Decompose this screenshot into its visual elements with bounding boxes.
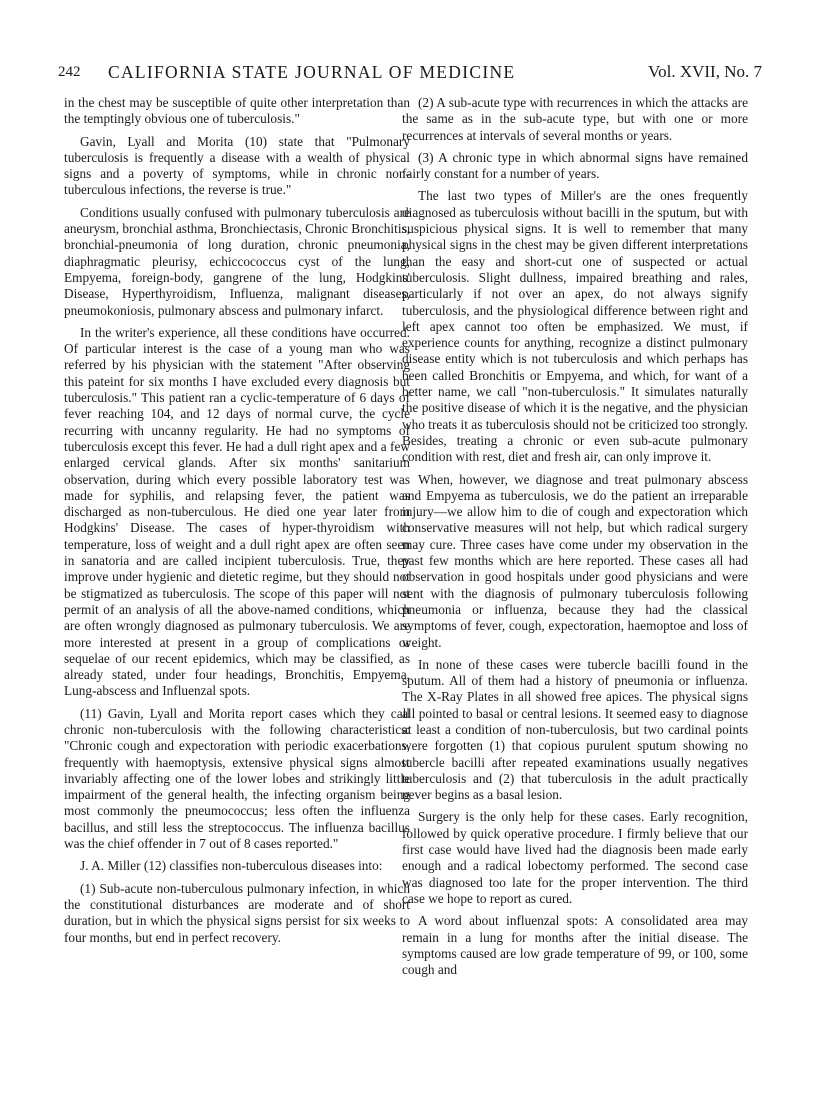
paragraph: Surgery is the only help for these cases. Early recognition, followed by quick operative procedure. I firmly believe that our first case would have lived had the diagnosis been made early enough and a radical lobectomy performed. The second case was diagnosed too late for the proper intervention. The third case we hope to report as cured.: [402, 809, 748, 906]
paragraph: Gavin, Lyall and Morita (10) state that "Pulmonary tuberculosis is frequently a disease with a wealth of physical signs and a poverty of symptoms, while in chronic non-tuberculous infections, the reverse is true.": [64, 133, 410, 198]
paragraph: (1) Sub-acute non-tuberculous pulmonary infection, in which the constitutional disturbances are moderate and of short duration, but in which the physical signs persist for six weeks to four months, but end in perfect recovery.: [64, 880, 410, 945]
volume-issue: Vol. XVII, No. 7: [648, 62, 762, 81]
paragraph: (2) A sub-acute type with recurrences in which the attacks are the same as in the sub-acute type, but with one or more recurrences at intervals of several months or years.: [402, 95, 748, 143]
paragraph: A word about influenzal spots: A consolidated area may remain in a lung for months after the initial disease. The symptoms caused are low grade temperature of 99, or 100, some cough and: [402, 913, 748, 978]
paragraph: When, however, we diagnose and treat pulmonary abscess and Empyema as tuberculosis, we do the patient an irreparable injury—we allow him to die of cough and expectoration which conservative measures will not help, but which radical surgery may cure. Three cases have come under my observation in the past few months which are here reported. These cases all had observation in good hospitals under good physicians and were sent with the diagnosis of pulmonary tuberculosis following pneumonia or influenza, because they had the classical symptoms of fever, cough, expectoration, haemoptoe and loss of weight.: [402, 471, 748, 650]
paragraph: The last two types of Miller's are the ones frequently diagnosed as tuberculosis without bacilli in the sputum, but with suspicious physical signs. It is well to remember that many physical signs in the chest may be given different interpretations than the easy and short-cut one of suspected or actual tuberculosis. Slight dullness, impaired breathing and rales, particularly if not over an apex, do not always signify tuberculosis, and the physiological difference between right and left apex cannot too often be emphasized. We must, if experience counts for anything, recognize a distinct pulmonary disease entity which is not tuberculosis and which perhaps has been called Bronchitis or Empyema, and which, for want of a better name, we call "non-tuberculosis." It simulates naturally the positive disease of which it is the negative, and the physician who treats it as tuberculosis should not be criticized too strongly. Besides, treating a chronic or even sub-acute pulmonary condition with rest, diet and fresh air, can only improve it.: [402, 188, 748, 465]
paragraph: In the writer's experience, all these conditions have occurred. Of particular interest is the case of a young man who was referred by his physician with the statement "After observing this pateint for six months I have excluded every diagnosis but tuberculosis." This patient ran a cyclic-temperature of 6 days of fever reaching 104, and 12 days of normal curve, the cycle recurring with uncanny regularity. He had no symptoms of tuberculosis except this fever. He had a dull right apex and a few enlarged cervical glands. After six months' sanitarium observation, during which every possible laboratory test was made for syphilis, and relapsing fever, the patient was discharged as non-tuberculous. He died one year later from Hodgkins' Disease. The cases of hyper-thyroidism with temperature, loss of weight and a dull right apex are often seen in sanatoria and are called incipient tuberculosis. True, they improve under hygienic and dietetic regime, but they should not be stigmatized as tuberculosis. The scope of this paper will not permit of an analysis of all the above-named conditions, which are often wrongly diagnosed as pulmonary tuberculosis. We are more interested at present in a group of complications or sequelae of our recent epidemics, which may be classified, as already stated, under four headings, Bronchitis, Empyema, Lung-abscess and Influenzal spots.: [64, 324, 410, 699]
paragraph: (3) A chronic type in which abnormal signs have remained fairly constant for a number of years.: [402, 149, 748, 182]
paragraph: J. A. Miller (12) classifies non-tuberculous diseases into:: [80, 858, 383, 874]
left-column: [64, 95, 410, 952]
right-column: [402, 95, 748, 984]
paragraph: (11) Gavin, Lyall and Morita report cases which they call chronic non-tuberculosis with the following characteristics: "Chronic cough and expectoration with periodic exacerbations, frequently with haemoptysis, extensive physical signs almost invariably affecting one of the lower lobes and strikingly little impairment of the general health, the infecting organism being most commonly the pneumococcus; less often the influenza bacillus, and still less the streptococcus. The influenza bacillus was the chief offender in 7 out of 8 cases reported.": [64, 705, 410, 852]
page-header: [58, 64, 762, 86]
paragraph: Conditions usually confused with pulmonary tuberculosis are aneurysm, bronchial asthma, Bronchiectasis, Chronic Bronchitis, bronchial-pneumonia of long duration, chronic pneumonia, diaphragmatic pleurisy, echiccococcus cyst of the lung, Empyema, foreign-body, gangrene of the lung, Hodgkins' Disease, Hyperthyroidism, Influenza, malignant diseases, pneumokoniosis, pulmonary abscess and pulmonary infarct.: [64, 204, 411, 318]
page-number: 242: [58, 64, 81, 80]
paragraph: In none of these cases were tubercle bacilli found in the sputum. All of them had a history of pneumonia or influenza. The X-Ray Plates in all showed free apices. The physical signs all pointed to basal or central lesions. It seemed easy to diagnose at least a condition of non-tuberculosis, but two cardinal points were forgotten (1) that copious purulent sputum showing no tubercle bacilli after repeated examinations usually negatives tuberculosis and (2) that tuberculosis in the adult practically never begins as a basal lesion.: [402, 656, 748, 803]
paragraph: in the chest may be susceptible of quite other interpretation than the temptingly obvious one of tuberculosis.": [64, 95, 410, 127]
journal-title: CALIFORNIA STATE JOURNAL OF MEDICINE: [108, 62, 516, 82]
